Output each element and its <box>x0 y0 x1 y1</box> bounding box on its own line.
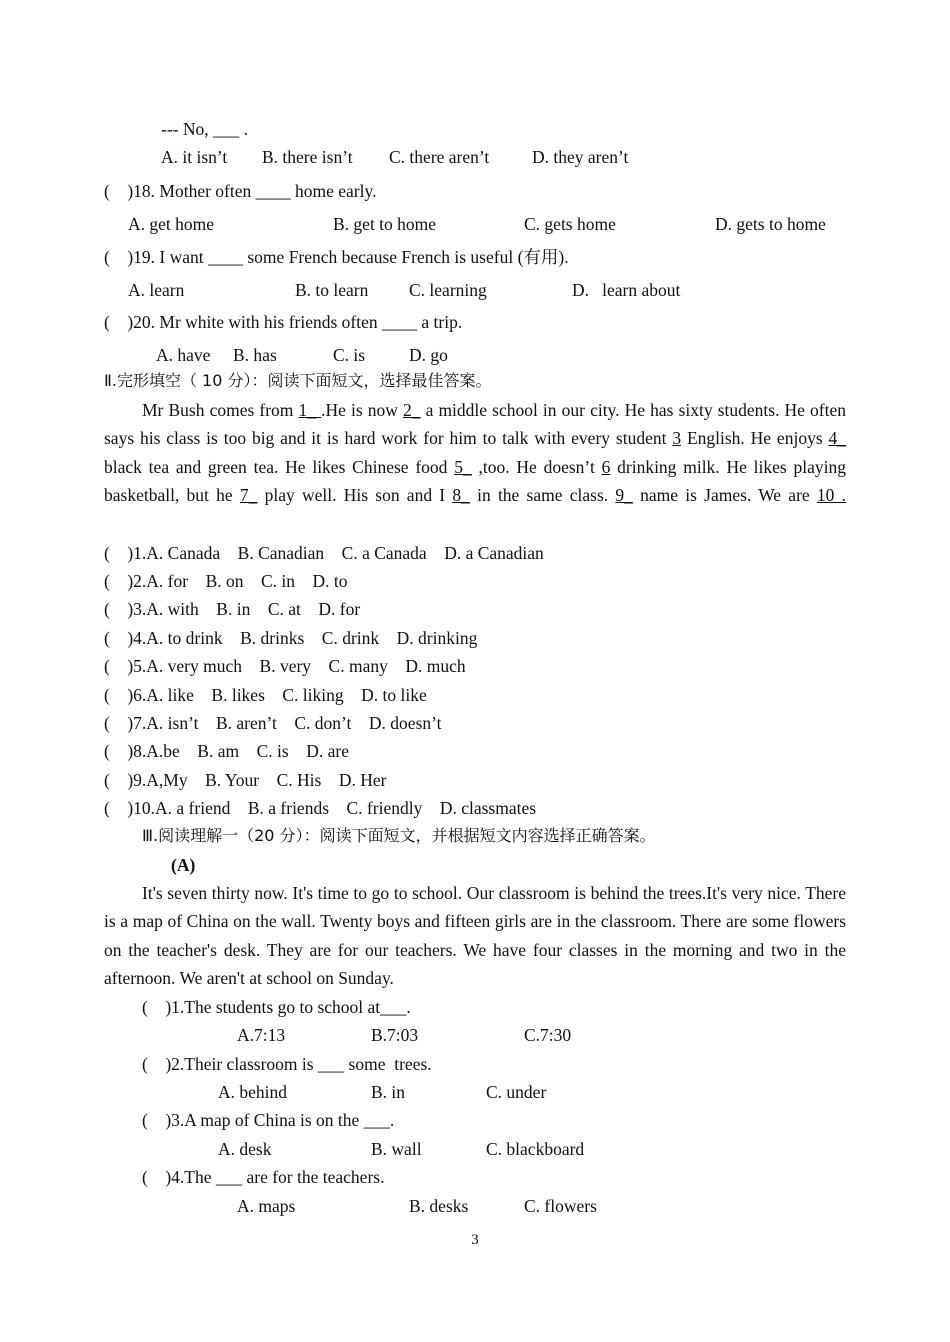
q17-option-d: D. they aren’t <box>532 147 629 167</box>
reading-q4-option-a: A. maps <box>237 1196 296 1216</box>
cloze-blank-9: 9_ <box>615 485 633 506</box>
cloze-text-6: ,too. He doesn’t <box>471 456 602 477</box>
q20-option-a: A. have <box>156 345 211 365</box>
q18-stem: ( )18. Mother often ____ home early. <box>104 181 377 201</box>
cloze-text-9: in the same class. <box>469 485 616 506</box>
cloze-blank-2: 2_ <box>402 400 421 420</box>
cloze-text-3: a middle school in our city. He has sixty students. He often says his class is too big and it is hard work for him to talk with every student <box>104 400 846 449</box>
q20-stem: ( )20. Mr white with his friends often ____ a trip. <box>104 312 463 332</box>
cloze-text-4: English. He enjoys <box>681 428 829 449</box>
cloze-question-7: ( )7.A. isn’t B. aren’t C. don’t D. doesn’t <box>104 713 442 733</box>
cloze-text-8: play well. His son and I <box>257 485 453 506</box>
cloze-question-8: ( )8.A.be B. am C. is D. are <box>104 741 349 761</box>
q17-answer-line: --- No, ___ . <box>161 119 248 139</box>
cloze-question-1: ( )1.A. Canada B. Canadian C. a Canada D. a Canadian <box>104 543 544 563</box>
section3-heading: Ⅲ.阅读理解一（20 分）：阅读下面短文，并根据短文内容选择正确答案。 <box>142 826 656 845</box>
reading-q3-option-b: B. wall <box>371 1139 422 1159</box>
q17-option-c: C. there aren’t <box>389 147 490 167</box>
reading-q4-option-b: B. desks <box>409 1196 469 1216</box>
q18-option-b: B. get to home <box>333 214 437 234</box>
q19-option-b: B. to learn <box>295 280 369 300</box>
q19-option-c: C. learning <box>409 280 487 300</box>
cloze-question-4: ( )4.A. to drink B. drinks C. drink D. drinking <box>104 628 478 648</box>
reading-q1-option-b: B.7:03 <box>371 1025 419 1045</box>
cloze-question-10: ( )10.A. a friend B. a friends C. friendly D. classmates <box>104 798 537 818</box>
q18-option-c: C. gets home <box>524 214 616 234</box>
q20-option-b: B. has <box>233 345 277 365</box>
cloze-text-10: name is James. We are <box>632 485 817 506</box>
reading-question-4: ( )4.The ___ are for the teachers. <box>142 1167 385 1187</box>
cloze-blank-3: 3 <box>672 428 682 449</box>
reading-question-1: ( )1.The students go to school at___. <box>142 997 411 1017</box>
reading-a-passage: It's seven thirty now. It's time to go to school. Our classroom is behind the trees.It's very nice. There is a map of China on the wall. Twenty boys and fifteen girls are in the classroom. There are some flowers on the teacher's desk. They are for our teachers. We have four classes in the morning and two in the afternoon. We aren't at school on Sunday. <box>104 883 846 989</box>
q18-option-a: A. get home <box>128 214 215 234</box>
section2-heading: Ⅱ.完形填空（ 10 分）：阅读下面短文，选择最佳答案。 <box>104 371 492 390</box>
reading-q4-option-c: C. flowers <box>524 1196 597 1216</box>
q19-stem: ( )19. I want ____ some French because French is useful (有用). <box>104 247 569 267</box>
cloze-question-6: ( )6.A. like B. likes C. liking D. to like <box>104 685 427 705</box>
reading-q3-option-c: C. blackboard <box>486 1139 585 1159</box>
reading-q1-option-a: A.7:13 <box>237 1025 286 1045</box>
cloze-blank-7: 7_ <box>239 485 258 506</box>
q18-option-d: D. gets to home <box>715 214 826 234</box>
cloze-text-1: Mr Bush comes from <box>142 400 299 420</box>
reading-question-3: ( )3.A map of China is on the ___. <box>142 1110 395 1130</box>
q17-option-b: B. there isn’t <box>262 147 353 167</box>
reading-q1-option-c: C.7:30 <box>524 1025 572 1045</box>
cloze-question-9: ( )9.A,My B. Your C. His D. Her <box>104 770 387 790</box>
cloze-blank-5: 5_ <box>454 456 472 477</box>
reading-a-subheading: (A) <box>171 855 196 875</box>
cloze-question-5: ( )5.A. very much B. very C. many D. much <box>104 656 466 676</box>
reading-question-2: ( )2.Their classroom is ___ some trees. <box>142 1054 432 1074</box>
q19-option-d: D. learn about <box>572 280 681 300</box>
cloze-blank-8: 8_ <box>452 485 470 506</box>
cloze-text-2: .He is now <box>321 400 403 420</box>
cloze-blank-4: 4_ <box>828 428 846 449</box>
q17-option-a: A. it isn’t <box>161 147 228 167</box>
cloze-text-5: black tea and green tea. He likes Chinese food <box>104 456 455 477</box>
q20-option-d: D. go <box>409 345 448 365</box>
reading-q2-option-b: B. in <box>371 1082 406 1102</box>
cloze-text-7: drinking milk. He likes playing basketball, but he <box>104 456 847 506</box>
q20-option-c: C. is <box>333 345 366 365</box>
q19-option-a: A. learn <box>128 280 185 300</box>
cloze-question-3: ( )3.A. with B. in C. at D. for <box>104 599 361 619</box>
reading-q2-option-a: A. behind <box>218 1082 288 1102</box>
page-number: 3 <box>471 1232 479 1248</box>
cloze-question-2: ( )2.A. for B. on C. in D. to <box>104 571 348 591</box>
cloze-blank-10: 10 . <box>816 485 847 506</box>
cloze-blank-1: 1_ <box>298 400 322 420</box>
reading-q3-option-a: A. desk <box>218 1139 272 1159</box>
cloze-passage <box>104 396 846 510</box>
cloze-blank-6: 6 <box>601 456 611 477</box>
reading-q2-option-c: C. under <box>486 1082 547 1102</box>
